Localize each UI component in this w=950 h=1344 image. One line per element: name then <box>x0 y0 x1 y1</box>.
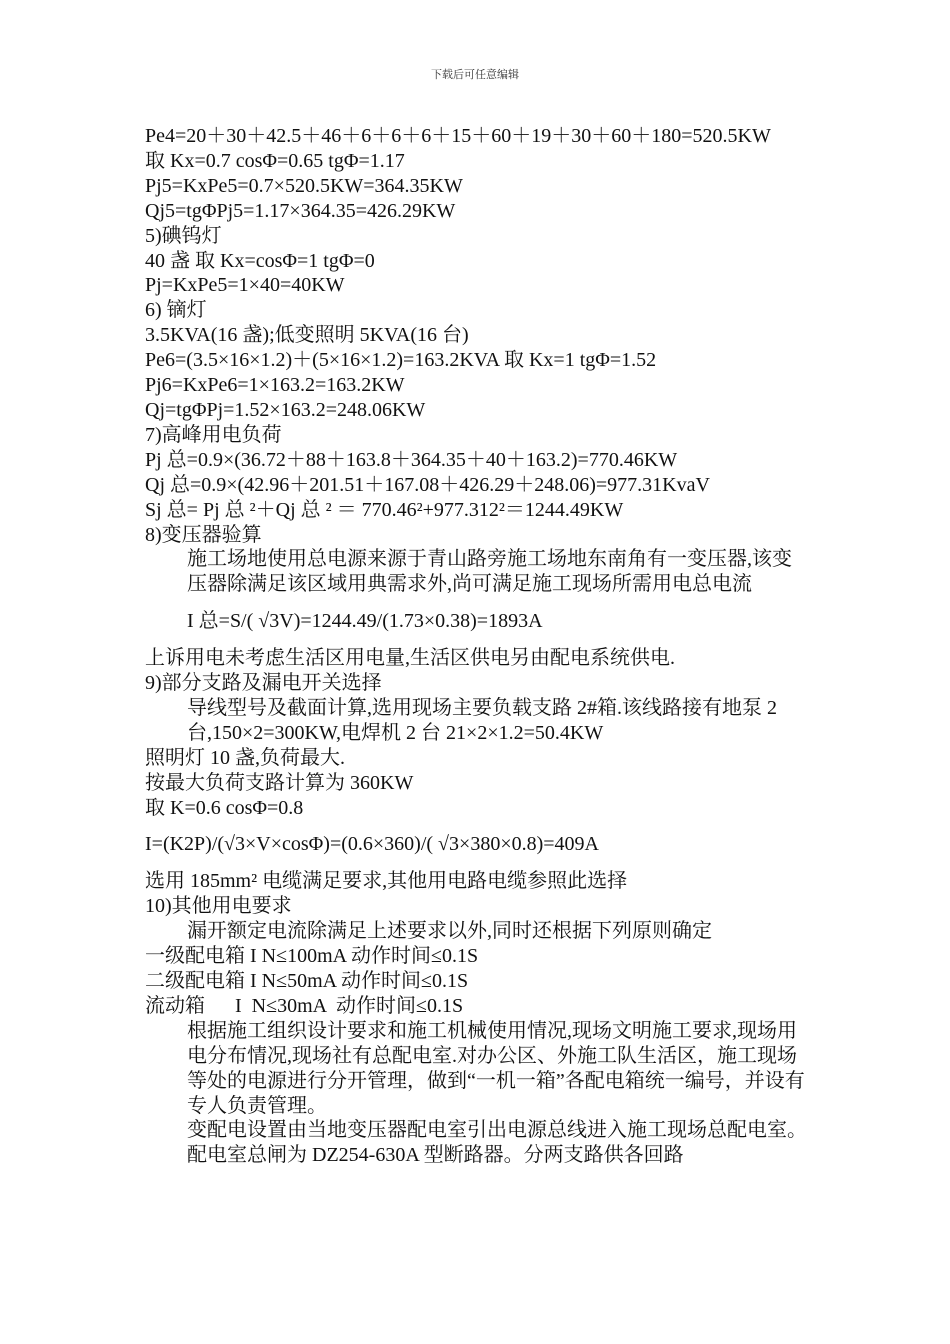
text-line: Qj=tgΦPj=1.52×163.2=248.06KW <box>145 398 426 421</box>
text-line: 40 盏 取 Kx=cosΦ=1 tgΦ=0 <box>145 249 375 272</box>
text-line: 漏开额定电流除满足上述要求以外,同时还根据下列原则确定 <box>187 920 712 943</box>
text-line: 照明灯 10 盏,负荷最大. <box>145 746 345 769</box>
text-line: 一级配电箱 I N≤100mA 动作时间≤0.1S <box>145 945 479 968</box>
paragraph: 变配电设置由当地变压器配电室引出电源总线进入施工现场总配电室。配电室总闸为 DZ254-630A 型断路器。分两支路供各回路 <box>187 1119 807 1167</box>
section-heading: 7)高峰用电负荷 <box>145 423 282 446</box>
section-heading: 5)碘钨灯 <box>145 224 222 247</box>
text-line: Pj5=KxPe5=0.7×520.5KW=364.35KW <box>145 174 463 197</box>
paragraph: 施工场地使用总电源来源于青山路旁施工场地东南角有一变压器,该变压器除满足该区域用典需求外,尚可满足施工现场所需用电总电流 <box>187 548 792 596</box>
text-line: Pe4=20＋30＋42.5＋46＋6＋6＋6＋15＋60＋19＋30＋60＋180=520.5KW <box>145 125 771 147</box>
text-line: Pj6=KxPe6=1×163.2=163.2KW <box>145 374 405 397</box>
text-line: 取 Kx=0.7 cosΦ=0.65 tgΦ=1.17 <box>145 149 405 172</box>
formula-line: I=(K2P)/(√3×V×cosΦ)=(0.6×360)/( √3×380×0.8)=409A <box>145 833 599 856</box>
text-line: Pe6=(3.5×16×1.2)＋(5×16×1.2)=163.2KVA 取 Kx=1 tgΦ=1.52 <box>145 349 657 372</box>
text-line: 选用 185mm² 电缆满足要求,其他用电路电缆参照此选择 <box>145 870 628 893</box>
section-heading: 9)部分支路及漏电开关选择 <box>145 672 382 695</box>
paragraph: 根据施工组织设计要求和施工机械使用情况,现场文明施工要求,现场用电分布情况,现场社有总配电室.对办公区、外施工队生活区，施工现场等处的电源进行分开管理，做到“一机一箱”各配电箱统一编号，并设有专人负责管理。 <box>187 1019 805 1117</box>
text-line: 上诉用电未考虑生活区用电量,生活区供电另由配电系统供电. <box>145 647 675 670</box>
text-line: Qj 总=0.9×(42.96＋201.51＋167.08＋426.29＋248.06)=977.31KvaV <box>145 473 710 496</box>
paragraph: 导线型号及截面计算,选用现场主要负载支路 2#箱.该线路接有地泵 2 台,150×2=300KW,电焊机 2 台 21×2×1.2=50.4KW <box>187 696 777 744</box>
section-heading: 8)变压器验算 <box>145 523 262 546</box>
text-line: 按最大负荷支路计算为 360KW <box>145 771 414 794</box>
formula-line: I 总=S/( √3V)=1244.49/(1.73×0.38)=1893A <box>187 610 543 633</box>
text-line: Pj 总=0.9×(36.72＋88＋163.8＋364.35＋40＋163.2)=770.46KW <box>145 448 678 471</box>
text-line: 3.5KVA(16 盏);低变照明 5KVA(16 台) <box>145 324 469 347</box>
text-line: Qj5=tgΦPj5=1.17×364.35=426.29KW <box>145 199 456 222</box>
page-header: 下载后可任意编辑 <box>431 68 519 81</box>
text-line: 流动箱 I N≤30mA 动作时间≤0.1S <box>145 994 464 1017</box>
document-body <box>145 124 810 1168</box>
text-line: Pj=KxPe5=1×40=40KW <box>145 274 345 297</box>
text-line: 二级配电箱 I N≤50mA 动作时间≤0.1S <box>145 970 469 992</box>
section-heading: 10)其他用电要求 <box>145 895 292 918</box>
section-heading: 6) 镝灯 <box>145 299 207 322</box>
text-line: 取 K=0.6 cosΦ=0.8 <box>145 796 304 819</box>
formula-line: Sj 总= Pj 总 ²＋Qj 总 ² ＝ 770.46²+977.312²＝1244.49KW <box>145 498 624 521</box>
